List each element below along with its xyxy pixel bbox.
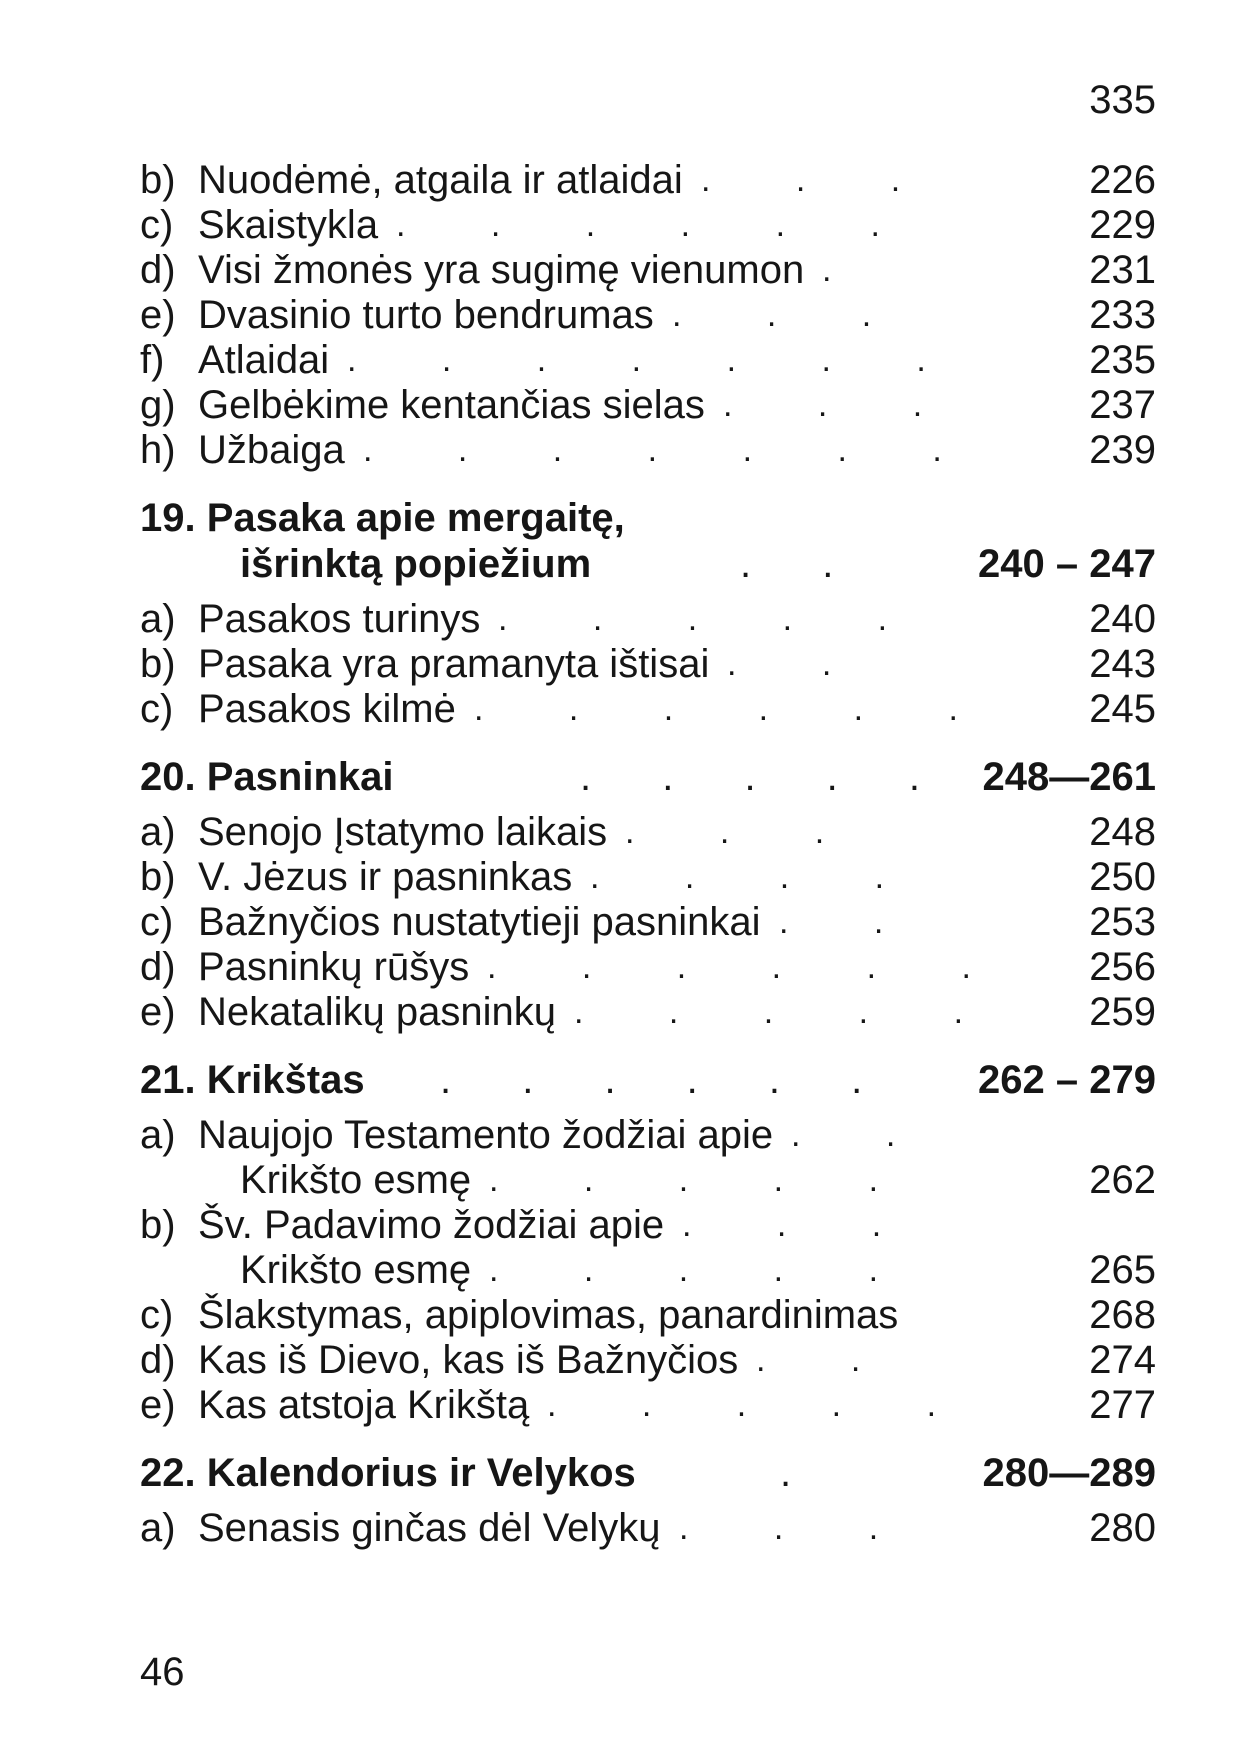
toc-entry-title: Kas atstoja Krikštą	[198, 1383, 530, 1427]
section-19-leader-dots: . .	[740, 542, 864, 586]
toc-entry-title: Šlakstymas, apiplovimas, panardinimas	[198, 1293, 899, 1337]
toc-entry-title: Nuodėmė, atgaila ir atlaidai	[198, 158, 683, 202]
toc-entry-leader-dots: . . . . .	[498, 600, 926, 638]
toc-entry-title: Dvasinio turto bendrumas	[198, 293, 654, 337]
toc-entry-leader-dots: . . . . .	[489, 1251, 917, 1289]
toc-entry-leader-dots: . . . . .	[574, 993, 1002, 1031]
toc-entry-letter: e)	[140, 293, 176, 337]
toc-entry-letter: f)	[140, 338, 165, 382]
toc-entry-page: 226	[1089, 158, 1156, 202]
section-20-items	[140, 810, 1156, 1035]
toc-entry-title: Skaistykla	[198, 203, 379, 247]
toc-entry-leader-dots: . . .	[723, 386, 961, 424]
page-number-top: 335	[1089, 78, 1156, 122]
section-22-leader-dots: .	[780, 1451, 822, 1495]
toc-entry-letter: a)	[140, 1113, 176, 1157]
toc-entry-leader-dots: . .	[791, 1116, 934, 1154]
toc-entry-page: 265	[1089, 1248, 1156, 1292]
toc-entry-title: Pasakos turinys	[198, 597, 481, 641]
section-19-heading-line2	[140, 541, 1156, 587]
toc-entry	[140, 1338, 1156, 1383]
section-19-title-line2: išrinktą popiežium	[240, 542, 592, 586]
toc-entry-letter: d)	[140, 1338, 176, 1382]
toc-entry-letter: e)	[140, 990, 176, 1034]
toc-entry-letter: a)	[140, 1506, 176, 1550]
toc-entry	[140, 1293, 1156, 1338]
toc-entry-page: 233	[1089, 293, 1156, 337]
toc-entry	[140, 158, 1156, 203]
toc-entry-leader-dots: .	[822, 251, 870, 289]
toc-entry-leader-dots: . . .	[679, 1509, 917, 1547]
toc-entry	[140, 1248, 1156, 1293]
toc-entry-letter: c)	[140, 203, 174, 247]
toc-entry-page: 274	[1089, 1338, 1156, 1382]
section-19-title-line1: 19. Pasaka apie mergaitę,	[140, 496, 625, 540]
toc-entry-leader-dots: . . .	[701, 161, 939, 199]
section-20-heading	[140, 754, 1156, 800]
toc-entry-title: Gelbėkime kentančias sielas	[198, 383, 705, 427]
toc-entry-title: Krikšto esmę	[240, 1248, 472, 1292]
toc-entry	[140, 1203, 1156, 1248]
toc-entry-page: 248	[1089, 810, 1156, 854]
toc-entry-page: 231	[1089, 248, 1156, 292]
section-19-heading-line1	[140, 495, 1156, 541]
toc-entry	[140, 855, 1156, 900]
toc-entry	[140, 248, 1156, 293]
toc-entry	[140, 1383, 1156, 1428]
toc-entry-leader-dots: . . . . . .	[487, 948, 1009, 986]
toc-entry-page: 259	[1089, 990, 1156, 1034]
toc-entry	[140, 642, 1156, 687]
page-number-bottom: 46	[140, 1650, 185, 1694]
toc-entry-leader-dots: . .	[756, 1341, 899, 1379]
toc-entry-page: 268	[1089, 1293, 1156, 1337]
toc-entry-title: Pasaka yra pramanyta ištisai	[198, 642, 710, 686]
toc-entry	[140, 945, 1156, 990]
toc-entry-title: Krikšto esmę	[240, 1158, 472, 1202]
toc-entry-letter: g)	[140, 383, 176, 427]
toc-entry	[140, 1158, 1156, 1203]
toc-entry	[140, 810, 1156, 855]
section-21-items	[140, 1113, 1156, 1428]
toc-entry-letter: d)	[140, 945, 176, 989]
toc-entry-letter: c)	[140, 900, 174, 944]
toc-entry-leader-dots: . . .	[625, 813, 863, 851]
toc-entry-leader-dots: . . . . . . .	[363, 431, 980, 469]
toc-entry-page: 280	[1089, 1506, 1156, 1550]
toc-entry-title: Senojo Įstatymo laikais	[198, 810, 608, 854]
toc-entry-letter: a)	[140, 810, 176, 854]
toc-entry-page: 235	[1089, 338, 1156, 382]
toc-entry-page: 253	[1089, 900, 1156, 944]
toc-entry-page: 256	[1089, 945, 1156, 989]
toc-entry-page: 277	[1089, 1383, 1156, 1427]
toc-entry-letter: e)	[140, 1383, 176, 1427]
toc-entry-leader-dots: . . . .	[590, 858, 923, 896]
section-19-items	[140, 597, 1156, 732]
section-19-page-range: 240 – 247	[978, 542, 1156, 586]
toc-entry-leader-dots: . . . . .	[489, 1161, 917, 1199]
section-22-heading	[140, 1450, 1156, 1496]
toc-entry-title: Nekatalikų pasninkų	[198, 990, 556, 1034]
toc-entry	[140, 428, 1156, 473]
toc-entry-title: Pasakos kilmė	[198, 687, 456, 731]
section-20-leader-dots: . . . . .	[580, 755, 951, 799]
toc-entry-title: Visi žmonės yra sugimę vienumon	[198, 248, 805, 292]
toc-entry-leader-dots: . .	[779, 903, 922, 941]
toc-entry-title: Bažnyčios nustatytieji pasninkai	[198, 900, 761, 944]
section-20-page-range: 248—261	[982, 755, 1156, 799]
toc-entry-title: V. Jėzus ir pasninkas	[198, 855, 573, 899]
toc-entry-title: Šv. Padavimo žodžiai apie	[198, 1203, 665, 1247]
toc-entry-leader-dots: . . . . . .	[474, 690, 996, 728]
section-18-items	[140, 158, 1156, 473]
toc-entry-page: 245	[1089, 687, 1156, 731]
toc-entry	[140, 338, 1156, 383]
toc-entry	[140, 900, 1156, 945]
toc-entry-title: Užbaiga	[198, 428, 345, 472]
toc-entry-page: 262	[1089, 1158, 1156, 1202]
toc-entry-letter: d)	[140, 248, 176, 292]
toc-entry-leader-dots: . . .	[672, 296, 910, 334]
section-22-page-range: 280—289	[982, 1451, 1156, 1495]
toc-entry-title: Kas iš Dievo, kas iš Bažnyčios	[198, 1338, 739, 1382]
toc-entry-leader-dots: . . . . . .	[396, 206, 918, 244]
toc-entry-letter: c)	[140, 687, 174, 731]
toc-entry	[140, 203, 1156, 248]
table-of-contents	[140, 158, 1156, 1551]
toc-entry-letter: h)	[140, 428, 176, 472]
section-21-title: 21. Krikštas	[140, 1058, 365, 1102]
toc-entry-page: 250	[1089, 855, 1156, 899]
toc-entry-title: Senasis ginčas dėl Velykų	[198, 1506, 661, 1550]
section-21-heading	[140, 1057, 1156, 1103]
toc-entry-letter: a)	[140, 597, 176, 641]
toc-entry	[140, 687, 1156, 732]
toc-entry-title: Atlaidai	[198, 338, 330, 382]
section-22-items	[140, 1506, 1156, 1551]
toc-entry-letter: b)	[140, 158, 176, 202]
section-21-page-range: 262 – 279	[978, 1058, 1156, 1102]
toc-entry-leader-dots: . .	[727, 645, 870, 683]
toc-entry	[140, 293, 1156, 338]
toc-entry-page: 237	[1089, 383, 1156, 427]
toc-entry-page: 240	[1089, 597, 1156, 641]
toc-entry	[140, 1506, 1156, 1551]
toc-entry-leader-dots: . . .	[682, 1206, 920, 1244]
section-22-title: 22. Kalendorius ir Velykos	[140, 1451, 636, 1495]
section-21-leader-dots: . . . . . .	[440, 1058, 893, 1102]
toc-entry	[140, 597, 1156, 642]
toc-entry-title: Naujojo Testamento žodžiai apie	[198, 1113, 774, 1157]
toc-entry-letter: b)	[140, 642, 176, 686]
toc-entry	[140, 1113, 1156, 1158]
toc-entry-title: Pasninkų rūšys	[198, 945, 470, 989]
toc-entry-page: 229	[1089, 203, 1156, 247]
toc-entry-leader-dots: . . . . .	[547, 1386, 975, 1424]
section-20-title: 20. Pasninkai	[140, 755, 394, 799]
toc-entry-letter: b)	[140, 1203, 176, 1247]
toc-entry-page: 239	[1089, 428, 1156, 472]
toc-entry-letter: b)	[140, 855, 176, 899]
toc-entry-page: 243	[1089, 642, 1156, 686]
toc-entry-letter: c)	[140, 1293, 174, 1337]
toc-entry	[140, 990, 1156, 1035]
toc-entry	[140, 383, 1156, 428]
toc-entry-leader-dots: . . . . . . .	[347, 341, 964, 379]
